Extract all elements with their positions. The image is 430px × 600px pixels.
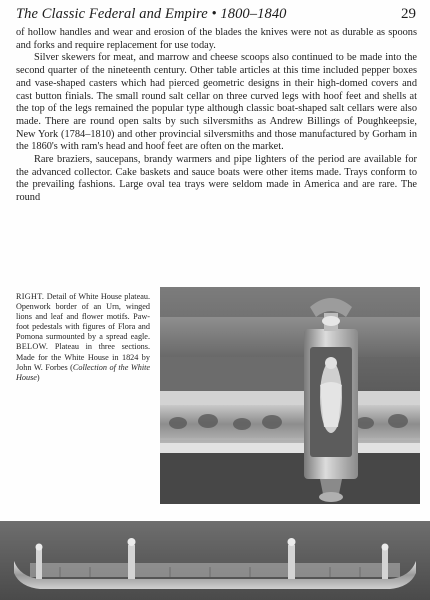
caption-close: ) xyxy=(36,372,40,382)
plateau-detail-photo xyxy=(160,287,420,504)
running-head xyxy=(16,6,416,28)
caption-right-text: Detail of White House plateau. Openwork border of an Urn, winged lions and leaf and flower motifs. Paw-foot pedestals with figures of Flora and Pomona surmounted by a spread eagle. xyxy=(16,292,150,342)
paragraph-3: Rare braziers, saucepans, brandy warmers and pipe lighters of the period are available for the advanced collector. Cake baskets and sauce boats were other items made. Trays conform to the prevailing fashions. Large oval tea trays were seldom made in America and are rare. The round xyxy=(16,154,417,204)
page-number: 29 xyxy=(401,6,416,22)
caption-below-label: BELOW. xyxy=(16,342,49,352)
plateau-full-photo xyxy=(0,521,430,600)
caption-right-label: RIGHT. xyxy=(16,292,45,301)
paragraph-1: of hollow handles and wear and erosion of the blades the knives were not as durable as spoons and forks and require replacement for use today. xyxy=(16,27,417,51)
paragraph-2: Silver skewers for meat, and marrow and cheese scoops also continued to be made into the second quarter of the nineteenth century. Other table articles at this time included pepper boxes and vase-shaped casters which had pierced geometric designs in their high-domed covers and cast button finials. The small round salt cellar on three curved legs with hoof feet and shells at the top of the legs remained the popular type although classic boat-shaped salt cellars were also made. There are round open salts by such silversmiths as Andrew Billings of Poughkeepsie, New York (1784–1810) and other provincial silversmiths and those manufactured by Gorham in the 1860's with ram's head and hoof feet are often on the market. xyxy=(16,52,417,153)
caption-below-text: Plateau in three sections. Made for the White House in 1824 by John W. Forbes ( xyxy=(16,342,150,372)
plateau-detail-image xyxy=(160,287,420,504)
caption-credit: Collection of the White House xyxy=(16,362,150,382)
running-title: The Classic Federal and Empire • 1800–1840 xyxy=(16,6,287,22)
body-text xyxy=(16,27,417,205)
figure-caption xyxy=(16,292,150,383)
plateau-full-image xyxy=(0,521,430,600)
